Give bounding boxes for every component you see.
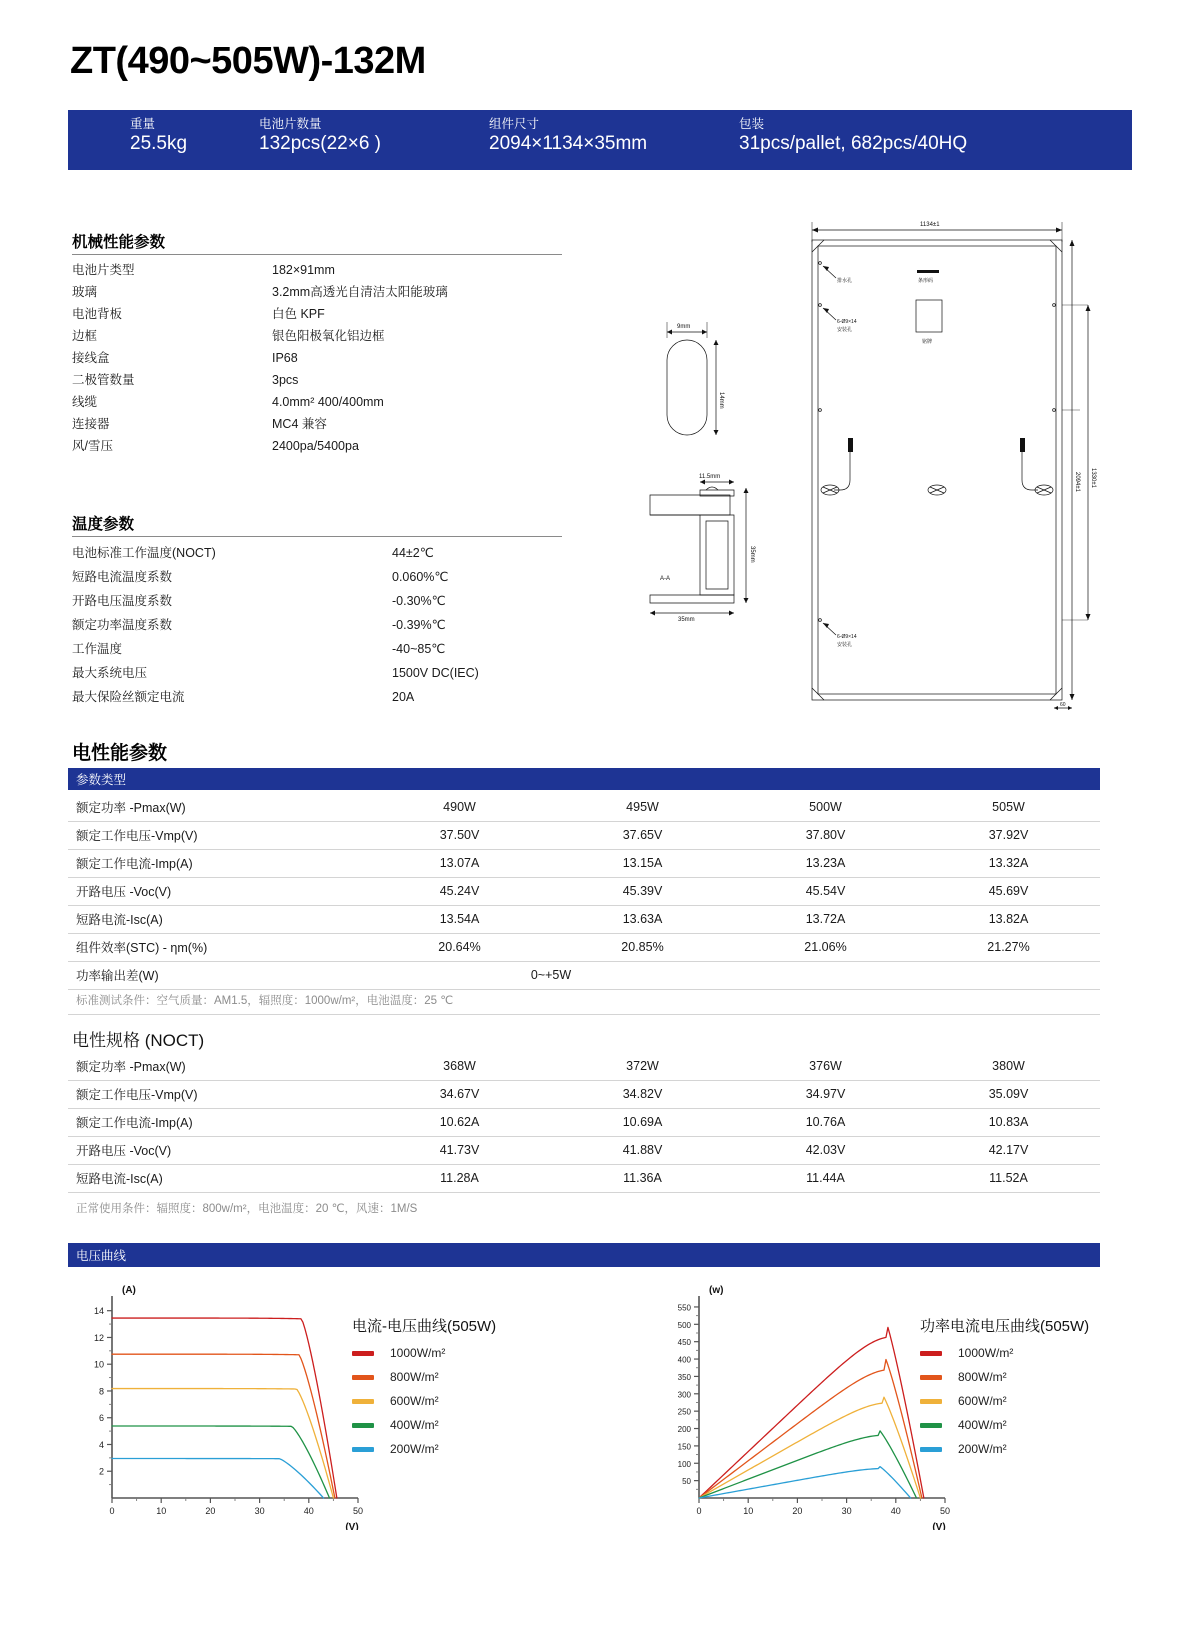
- curves-section-header: [68, 1243, 1100, 1267]
- frame-height-text: 35mm: [749, 546, 755, 563]
- legend-item: [352, 1394, 496, 1408]
- row-value: 21.27%: [917, 933, 1100, 961]
- svg-text:0: 0: [696, 1506, 702, 1516]
- spec-value: 4.0mm² 400/400mm: [272, 395, 384, 409]
- pv-curve-svg: [655, 1280, 955, 1530]
- svg-text:450: 450: [677, 1338, 691, 1348]
- legend-swatch: [352, 1351, 374, 1356]
- iv-curve-legend: [352, 1315, 496, 1456]
- row-value: 10.83A: [917, 1108, 1100, 1136]
- svg-text:10: 10: [93, 1359, 104, 1370]
- svg-text:0: 0: [109, 1506, 115, 1516]
- spec-key: 额定功率温度系数: [72, 618, 173, 632]
- row-label: 额定功率 -Pmax(W): [68, 793, 368, 821]
- legend-label: 600W/m²: [958, 1394, 1007, 1408]
- mechanical-row: [72, 394, 562, 410]
- spec-value: 44±2℃: [392, 546, 434, 560]
- table-row: [68, 933, 1100, 961]
- legend-item: [352, 1442, 496, 1456]
- table-row: [68, 1080, 1100, 1108]
- row-label: 短路电流-Isc(A): [68, 1164, 368, 1192]
- module-front-view: [812, 222, 1096, 710]
- spec-value: -40~85℃: [392, 642, 446, 656]
- slot-detail: [667, 322, 724, 435]
- spec-key: 最大系统电压: [72, 666, 148, 680]
- frame-base-text: 35mm: [678, 617, 695, 623]
- pv-curve-chart: [655, 1280, 955, 1530]
- summary-label: 包装: [739, 117, 765, 131]
- row-value: 500W: [734, 793, 917, 821]
- row-value: 41.73V: [368, 1136, 551, 1164]
- mechanical-row: [72, 262, 562, 278]
- row-value: 368W: [368, 1052, 551, 1080]
- right-dim-1-text: 1330±1: [1090, 468, 1096, 488]
- row-value: 372W: [551, 1052, 734, 1080]
- legend-item: [352, 1346, 496, 1360]
- top-dim-text: 1134±1: [920, 222, 940, 228]
- svg-text:(V): (V): [932, 1522, 946, 1530]
- curves-section-label: 电压曲线: [76, 1249, 127, 1263]
- legend-item: [920, 1418, 1089, 1432]
- row-value: 13.72A: [734, 905, 917, 933]
- svg-text:500: 500: [677, 1320, 691, 1330]
- mechanical-row: [72, 328, 562, 344]
- svg-text:150: 150: [677, 1442, 691, 1452]
- spec-key: 电池背板: [72, 307, 123, 321]
- electrical-note: 标准测试条件：空气质量：AM1.5，辐照度：1000w/m²，电池温度：25 ℃: [76, 995, 454, 1007]
- svg-text:14: 14: [93, 1306, 104, 1317]
- mechanical-heading: 机械性能参数: [72, 234, 166, 251]
- legend-label: 800W/m²: [390, 1370, 439, 1384]
- temperature-row: [72, 593, 562, 609]
- spec-value: 20A: [392, 690, 415, 704]
- svg-text:50: 50: [352, 1506, 364, 1516]
- row-label: 额定功率 -Pmax(W): [68, 1052, 368, 1080]
- row-value: 13.63A: [551, 905, 734, 933]
- temperature-heading: 温度参数: [72, 516, 135, 533]
- row-value: 45.54V: [734, 877, 917, 905]
- section-label-text: A-A: [660, 576, 671, 582]
- slot-width-text: 9mm: [677, 324, 691, 330]
- row-value: 505W: [917, 793, 1100, 821]
- technical-drawing: [620, 210, 1120, 715]
- row-value: 37.80V: [734, 821, 917, 849]
- row-value: 45.39V: [551, 877, 734, 905]
- row-value: 380W: [917, 1052, 1100, 1080]
- summary-value: 2094×1134×35mm: [489, 133, 648, 154]
- noct-note: 正常使用条件：辐照度：800w/m²，电池温度：20 ℃，风速：1M/S: [76, 1203, 418, 1215]
- svg-text:10: 10: [743, 1506, 754, 1516]
- legend-swatch: [920, 1447, 942, 1452]
- row-value: 41.88V: [551, 1136, 734, 1164]
- summary-value: 25.5kg: [130, 133, 188, 154]
- mechanical-row: [72, 350, 562, 366]
- legend-item: [352, 1418, 496, 1432]
- legend-item: [920, 1442, 1089, 1456]
- row-value: 11.28A: [368, 1164, 551, 1192]
- legend-swatch: [920, 1399, 942, 1404]
- summary-value: 132pcs(22×6 ): [259, 133, 381, 154]
- table-row: [68, 905, 1100, 933]
- svg-text:20: 20: [205, 1506, 216, 1516]
- mechanical-row: [72, 416, 562, 432]
- row-value: 37.50V: [368, 821, 551, 849]
- svg-text:6: 6: [98, 1413, 104, 1424]
- right-dim-0-text: 2094±1: [1074, 472, 1080, 492]
- spec-key: 线缆: [72, 395, 98, 409]
- svg-text:12: 12: [93, 1332, 104, 1343]
- legend-swatch: [920, 1375, 942, 1380]
- row-value: 34.97V: [734, 1080, 917, 1108]
- spec-key: 风/雪压: [72, 439, 113, 453]
- svg-text:550: 550: [677, 1303, 691, 1313]
- spec-key: 玻璃: [72, 285, 98, 299]
- nameplate-label-text: 铭牌: [922, 339, 933, 345]
- row-label: 额定工作电压-Vmp(V): [68, 1080, 368, 1108]
- spec-value: MC4 兼容: [272, 417, 327, 431]
- row-value: 20.64%: [368, 933, 551, 961]
- row-label: 额定工作电流-Imp(A): [68, 1108, 368, 1136]
- mount-label-1-text: 6-Ø9×14: [837, 319, 857, 325]
- summary-item-packaging: [723, 110, 1103, 170]
- table-row: [68, 1136, 1100, 1164]
- electrical-table-header: [68, 768, 1100, 790]
- row-value: 376W: [734, 1052, 917, 1080]
- row-value: 13.23A: [734, 849, 917, 877]
- temperature-row: [72, 545, 562, 561]
- legend-item: [352, 1370, 496, 1384]
- svg-text:50: 50: [939, 1506, 951, 1516]
- summary-item-weight: [68, 110, 243, 170]
- row-value: 13.07A: [368, 849, 551, 877]
- spec-key: 开路电压温度系数: [72, 594, 173, 608]
- row-value: 11.52A: [917, 1164, 1100, 1192]
- spec-key: 接线盒: [72, 351, 110, 365]
- drain-label-text: 排水孔: [837, 278, 853, 284]
- row-value: 34.67V: [368, 1080, 551, 1108]
- svg-text:350: 350: [677, 1372, 691, 1382]
- slot-height-text: 14mm: [718, 392, 724, 409]
- row-label: 组件效率(STC) - ηm(%): [68, 933, 368, 961]
- spec-value: IP68: [272, 351, 298, 365]
- spec-value: 0.060%℃: [392, 570, 449, 584]
- drawing-svg: [620, 210, 1120, 710]
- row-value: 11.44A: [734, 1164, 917, 1192]
- row-value: 21.06%: [734, 933, 917, 961]
- row-value: 20.85%: [551, 933, 734, 961]
- row-value: 11.36A: [551, 1164, 734, 1192]
- mechanical-row: [72, 372, 562, 388]
- summary-item-dimensions: [473, 110, 723, 170]
- spec-key: 二极管数量: [72, 373, 135, 387]
- row-value: 42.17V: [917, 1136, 1100, 1164]
- legend-swatch: [352, 1423, 374, 1428]
- svg-text:4: 4: [98, 1439, 104, 1450]
- legend-swatch: [920, 1423, 942, 1428]
- svg-text:20: 20: [792, 1506, 803, 1516]
- frame-section-detail: [650, 474, 755, 623]
- pv-curve-legend: [920, 1315, 1089, 1456]
- summary-label: 组件尺寸: [489, 117, 540, 131]
- svg-text:10: 10: [156, 1506, 167, 1516]
- mount-label-2-text: 安装孔: [837, 327, 853, 333]
- electrical-heading: 电性能参数: [72, 743, 168, 764]
- spec-value: 1500V DC(IEC): [392, 666, 479, 680]
- spec-value: -0.39%℃: [392, 618, 446, 632]
- temperature-row: [72, 617, 562, 633]
- legend-item: [920, 1370, 1089, 1384]
- svg-text:250: 250: [677, 1407, 691, 1417]
- row-value: 13.82A: [917, 905, 1100, 933]
- table-row: [68, 793, 1100, 821]
- row-label: 功率输出差(W): [68, 961, 368, 989]
- svg-text:2: 2: [98, 1466, 104, 1477]
- iv-legend-title: 电流-电压曲线(505W): [352, 1318, 497, 1335]
- row-value: 10.69A: [551, 1108, 734, 1136]
- legend-swatch: [352, 1447, 374, 1452]
- mechanical-row: [72, 438, 562, 454]
- summary-item-cell-count: [243, 110, 473, 170]
- legend-swatch: [352, 1399, 374, 1404]
- row-value: 37.65V: [551, 821, 734, 849]
- spec-value: 3.2mm高透光自清洁太阳能玻璃: [272, 285, 448, 299]
- svg-text:100: 100: [677, 1459, 691, 1469]
- legend-label: 800W/m²: [958, 1370, 1007, 1384]
- row-value: 35.09V: [917, 1080, 1100, 1108]
- noct-heading: 电性规格 (NOCT): [72, 1031, 205, 1050]
- svg-text:300: 300: [677, 1390, 691, 1400]
- svg-text:(w): (w): [709, 1285, 724, 1296]
- mount-label-1-text: 6-Ø9×14: [837, 634, 857, 640]
- spec-key: 电池片类型: [72, 263, 135, 277]
- row-label: 额定工作电流-Imp(A): [68, 849, 368, 877]
- row-value: 490W: [368, 793, 551, 821]
- table-row: [68, 1052, 1100, 1080]
- spec-key: 短路电流温度系数: [72, 570, 173, 584]
- row-label: 短路电流-Isc(A): [68, 905, 368, 933]
- row-value: 45.69V: [917, 877, 1100, 905]
- temperature-row: [72, 665, 562, 681]
- mount-label-2-text: 安装孔: [837, 642, 853, 648]
- temperature-row: [72, 641, 562, 657]
- pv-legend-title: 功率电流电压曲线(505W): [920, 1318, 1090, 1335]
- electrical-note-rule: [68, 1014, 1100, 1015]
- row-value: 34.82V: [551, 1080, 734, 1108]
- svg-text:(V): (V): [345, 1522, 359, 1530]
- legend-item: [920, 1346, 1089, 1360]
- svg-text:30: 30: [841, 1506, 852, 1516]
- legend-label: 200W/m²: [390, 1442, 439, 1456]
- spec-key: 工作温度: [72, 642, 123, 656]
- row-value: 10.62A: [368, 1108, 551, 1136]
- row-value: 13.54A: [368, 905, 551, 933]
- table-row: [68, 877, 1100, 905]
- legend-label: 400W/m²: [958, 1418, 1007, 1432]
- row-value: 42.03V: [734, 1136, 917, 1164]
- corner-dim-text: 60: [1060, 702, 1066, 708]
- svg-text:(A): (A): [122, 1285, 136, 1296]
- spec-value: -0.30%℃: [392, 594, 446, 608]
- legend-label: 1000W/m²: [390, 1346, 446, 1360]
- electrical-table-header-label: 参数类型: [76, 773, 127, 787]
- iv-curve-chart: [68, 1280, 368, 1530]
- row-label: 额定工作电压-Vmp(V): [68, 821, 368, 849]
- temperature-row: [72, 689, 562, 705]
- legend-swatch: [920, 1351, 942, 1356]
- summary-value: 31pcs/pallet, 682pcs/40HQ: [739, 133, 968, 154]
- legend-label: 400W/m²: [390, 1418, 439, 1432]
- temperature-rule: [72, 536, 562, 537]
- svg-text:30: 30: [254, 1506, 265, 1516]
- legend-item: [920, 1394, 1089, 1408]
- spec-key: 最大保险丝额定电流: [72, 690, 185, 704]
- summary-label: 重量: [130, 117, 156, 131]
- mechanical-rule: [72, 254, 562, 255]
- barcode-label-text: 条形码: [918, 278, 934, 284]
- legend-label: 200W/m²: [958, 1442, 1007, 1456]
- svg-text:400: 400: [677, 1355, 691, 1365]
- svg-text:8: 8: [98, 1386, 104, 1397]
- spec-value: 3pcs: [272, 373, 299, 387]
- legend-label: 1000W/m²: [958, 1346, 1014, 1360]
- row-value: 13.15A: [551, 849, 734, 877]
- legend-label: 600W/m²: [390, 1394, 439, 1408]
- row-value: 10.76A: [734, 1108, 917, 1136]
- mechanical-row: [72, 306, 562, 322]
- spec-key: 电池标准工作温度(NOCT): [72, 546, 216, 560]
- svg-text:40: 40: [303, 1506, 314, 1516]
- svg-text:50: 50: [682, 1477, 691, 1487]
- svg-text:200: 200: [677, 1425, 691, 1435]
- row-value: 37.92V: [917, 821, 1100, 849]
- temperature-row: [72, 569, 562, 585]
- iv-curve-svg: [68, 1280, 368, 1530]
- row-label: 开路电压 -Voc(V): [68, 1136, 368, 1164]
- row-value: 13.32A: [917, 849, 1100, 877]
- table-row: [68, 1164, 1100, 1192]
- table-row: [68, 821, 1100, 849]
- electrical-table: [68, 793, 1100, 990]
- row-value: 495W: [551, 793, 734, 821]
- table-row-tolerance: [68, 961, 1100, 989]
- summary-band: [68, 110, 1132, 170]
- svg-text:40: 40: [890, 1506, 901, 1516]
- legend-swatch: [352, 1375, 374, 1380]
- spec-key: 边框: [72, 329, 98, 343]
- mechanical-row: [72, 284, 562, 300]
- frame-width-text: 11.5mm: [699, 474, 721, 480]
- spec-value: 白色 KPF: [272, 307, 325, 321]
- row-label: 开路电压 -Voc(V): [68, 877, 368, 905]
- page-title: ZT(490~505W)-132M: [70, 40, 426, 82]
- spec-key: 连接器: [72, 417, 110, 431]
- row-value: 45.24V: [368, 877, 551, 905]
- spec-value: 2400pa/5400pa: [272, 439, 359, 453]
- table-row: [68, 849, 1100, 877]
- spec-value: 银色阳极氧化铝边框: [272, 329, 385, 343]
- summary-label: 电池片数量: [259, 117, 322, 131]
- table-row: [68, 1108, 1100, 1136]
- spec-value: 182×91mm: [272, 263, 335, 277]
- row-value: 0~+5W: [368, 961, 734, 989]
- noct-table: [68, 1052, 1100, 1193]
